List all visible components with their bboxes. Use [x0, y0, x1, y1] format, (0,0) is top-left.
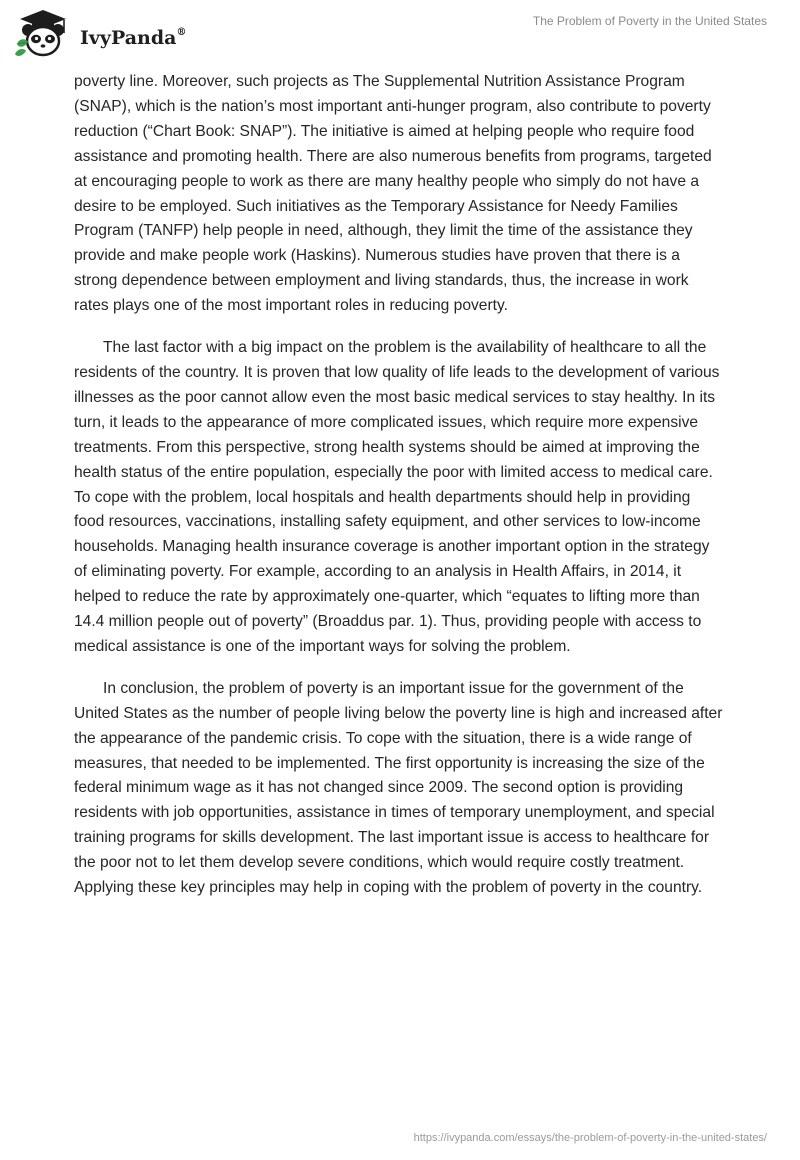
- essay-body: [74, 70, 724, 918]
- source-url[interactable]: https://ivypanda.com/essays/the-problem-of-poverty-in-the-united-states/: [413, 1132, 767, 1144]
- ivypanda-logo[interactable]: [14, 8, 204, 58]
- paragraph-continued: poverty line. Moreover, such projects as The Supplemental Nutrition Assistance Program (SNAP), which is the nation’s most important anti-hunger program, also contribute to poverty reduction (“Chart Book: SNAP”). The initiative is aimed at helping people who require food assistance and promoting health. There are also numerous benefits from programs, targeted at encouraging people to work as there are many healthy people who simply do not have a desire to be employed. Such initiatives as the Temporary Assistance for Needy Families Program (TANFP) help people in need, although, they limit the time of the assistance they provide and make people work (Haskins). Numerous studies have proven that there is a strong dependence between employment and living standards, thus, the increase in work rates plays one of the most important roles in reducing poverty.: [74, 73, 712, 315]
- panda-graduate-icon: [14, 8, 72, 58]
- running-title: The Problem of Poverty in the United States: [532, 14, 767, 28]
- paragraph-healthcare: The last factor with a big impact on the problem is the availability of healthcare to all the residents of the country. It is proven that low quality of life leads to the development of various illnesses as the poor cannot allow even the most basic medical services to stay healthy. In its turn, it leads to the appearance of more complicated issues, which require more expensive treatments. From this perspective, strong health systems should be aimed at improving the health status of the entire population, especially the poor with limited access to medical care. To cope with the problem, local hospitals and health departments should help in providing food resources, vaccinations, installing safety equipment, and other services to low-income households. Managing health insurance coverage is another important option in the strategy of eliminating poverty. For example, according to an analysis in Health Affairs, in 2014, it helped to reduce the rate by approximately one-quarter, which “equates to lifting more than 14.4 million people out of poverty” (Broaddus par. 1). Thus, providing people with access to medical assistance is one of the important ways for solving the problem.: [74, 339, 720, 655]
- paragraph-conclusion: In conclusion, the problem of poverty is an important issue for the government of the United States as the number of people living below the poverty line is high and increased after the appearance of the pandemic crisis. To cope with the situation, there is a wide range of measures, that needed to be implemented. The first opportunity is increasing the size of the federal minimum wage as it has not changed since 2009. The second option is providing residents with job opportunities, assistance in times of temporary unemployment, and special training programs for skills development. The last important issue is access to healthcare for the poor not to let them develop severe conditions, which would require costly treatment. Applying these key principles may help in coping with the problem of poverty in the country.: [74, 679, 723, 897]
- page-header: [0, 0, 800, 70]
- brand-name: IvyPanda®: [80, 26, 187, 49]
